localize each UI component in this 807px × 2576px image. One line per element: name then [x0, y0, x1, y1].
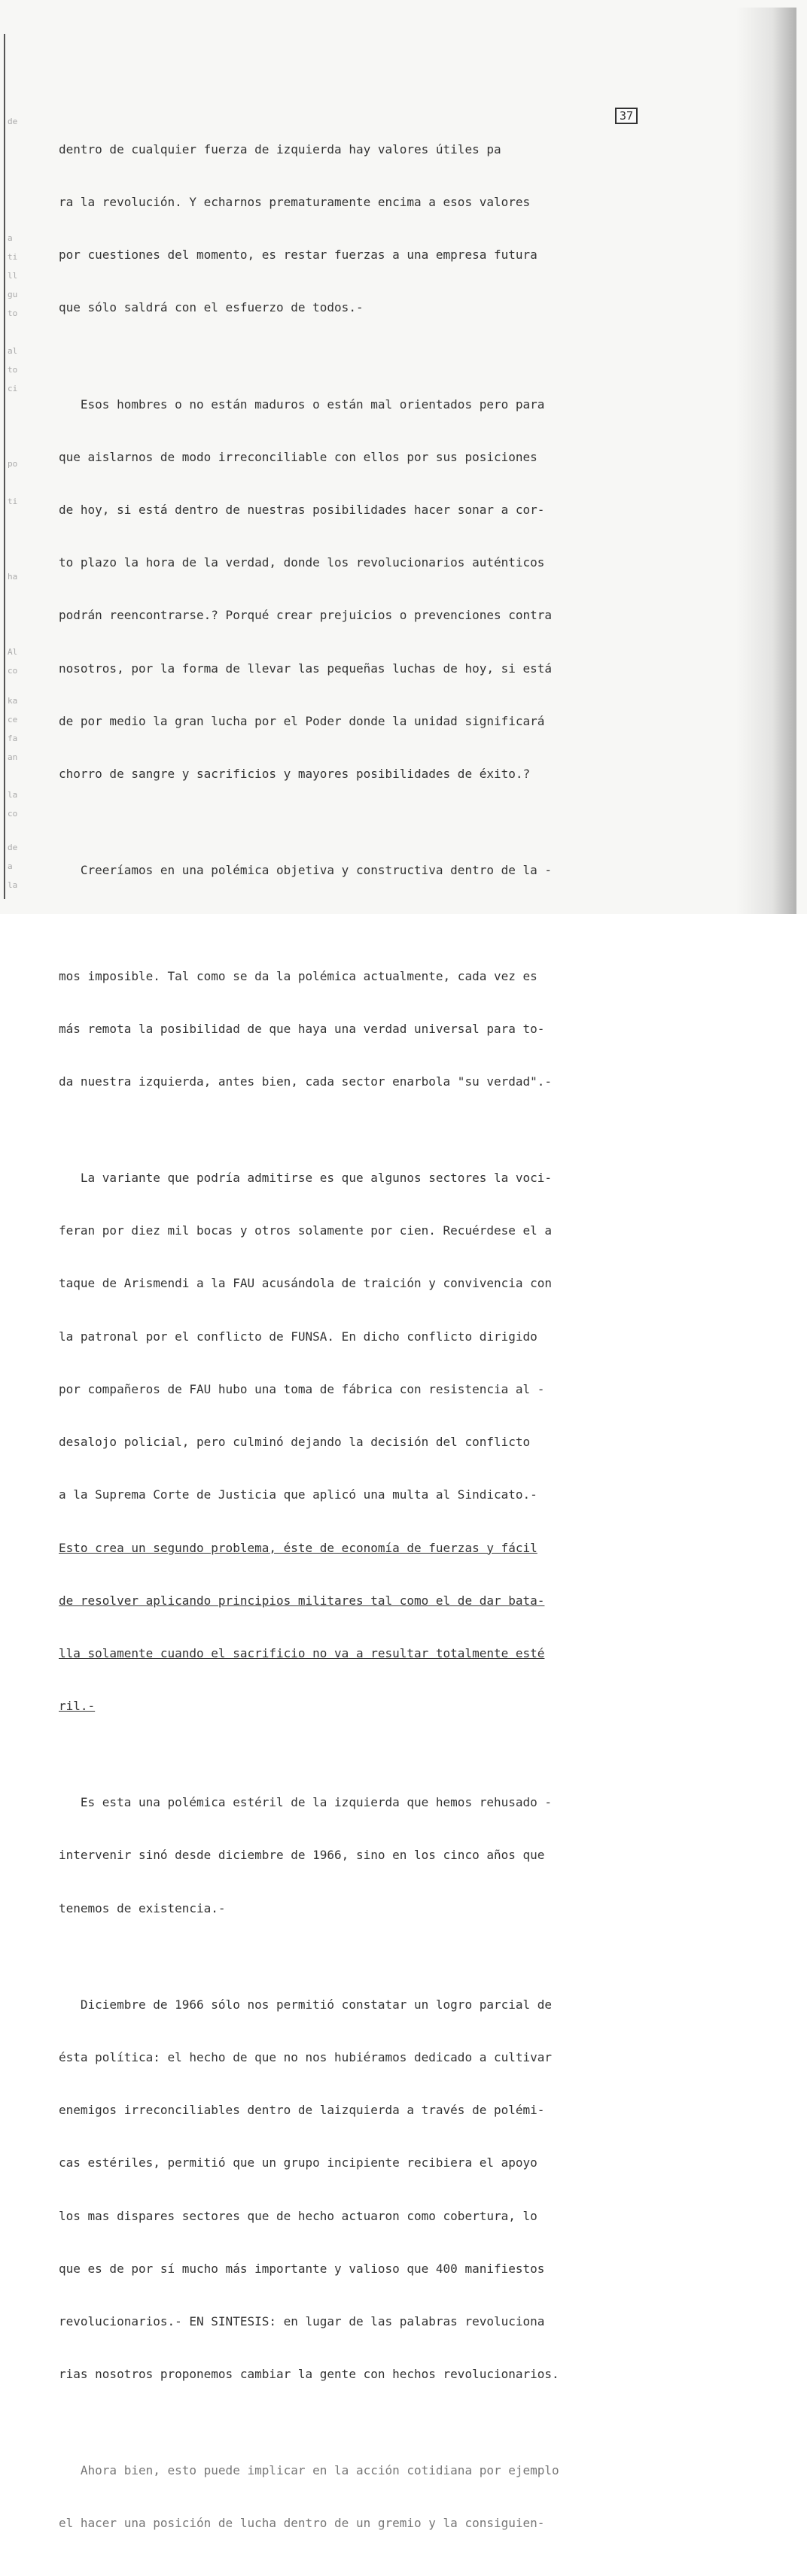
text-line: tenemos de existencia.-	[59, 1900, 226, 1915]
text-line: Ahora bien, esto puede implicar en la acción cotidiana por ejemplo	[59, 2463, 559, 2478]
text-line: que es de por sí mucho más importante y valioso que 400 manifiestos	[59, 2261, 545, 2276]
paragraph	[59, 1134, 684, 1750]
margin-fragment: po	[8, 459, 18, 469]
text-line: dentro de cualquier fuerza de izquierda hay valores útiles pa	[59, 141, 501, 156]
text-line: feran por diez mil bocas y otros solamente por cien. Recuérdese el a	[59, 1223, 553, 1238]
text-line: da nuestra izquierda, antes bien, cada sector enarbola "su verdad".-	[59, 1074, 553, 1089]
text-line: rias nosotros proponemos cambiar la gente con hechos revolucionarios.	[59, 2367, 559, 2382]
margin-fragment: ka	[8, 696, 18, 706]
text-line: ésta política: el hecho de que no nos hubiéramos dedicado a cultivar	[59, 2049, 553, 2064]
page-number-stamp: 37	[615, 108, 638, 124]
text-line: que aislarnos de modo irreconciliable con ellos por sus posiciones	[59, 449, 537, 464]
text-line: que sólo saldrá con el esfuerzo de todos.-	[59, 300, 364, 315]
margin-fragment: ti	[8, 497, 18, 506]
margin-fragment: a	[8, 233, 13, 243]
text-line: por cuestiones del momento, es restar fuerzas a una empresa futura	[59, 248, 537, 263]
margin-fragment: ce	[8, 715, 18, 724]
margin-fragment: to	[8, 308, 18, 318]
text-line: la patronal por el conflicto de FUNSA. En dicho conflicto dirigido	[59, 1329, 537, 1344]
text-line: revolucionarios.- EN SINTESIS: en lugar de las palabras revoluciona	[59, 2313, 545, 2328]
margin-fragment: de	[8, 117, 18, 126]
margin-fragment: an	[8, 752, 18, 762]
text-line: a la Suprema Corte de Justicia que aplicó una multa al Sindicato.-	[59, 1487, 537, 1502]
text-line: los mas dispares sectores que de hecho actuaron como cobertura, lo	[59, 2208, 537, 2223]
text-line: el hacer una posición de lucha dentro de un gremio y la consiguien-	[59, 2516, 545, 2531]
text-line: taque de Arismendi a la FAU acusándola de traición y convivencia con	[59, 1276, 553, 1291]
text-line: Esos hombres o no están maduros o están mal orientados pero para	[59, 396, 545, 412]
text-line: de hoy, si está dentro de nuestras posibilidades hacer sonar a cor-	[59, 502, 545, 517]
text-line: chorro de sangre y sacrificios y mayores posibilidades de éxito.?	[59, 767, 531, 782]
underlined-text-line: lla solamente cuando el sacrificio no va a resultar totalmente esté	[59, 1645, 545, 1660]
page-edge-shadow	[736, 8, 796, 914]
margin-fragment: al	[8, 346, 18, 356]
paragraph	[59, 2426, 684, 2567]
margin-fragment: co	[8, 809, 18, 819]
margin-fragment: la	[8, 880, 18, 890]
text-line: nosotros, por la forma de llevar las pequeñas luchas de hoy, si está	[59, 661, 553, 676]
paragraph	[59, 360, 684, 819]
underlined-text-line: ril.-	[59, 1699, 96, 1714]
margin-fragment: la	[8, 790, 18, 800]
text-line: ra la revolución. Y echarnos prematuramente encima a esos valores	[59, 195, 531, 210]
text-line: de por medio la gran lucha por el Poder donde la unidad significará	[59, 713, 545, 728]
text-line: por compañeros de FAU hubo una toma de fábrica con resistencia al -	[59, 1381, 545, 1396]
paragraph	[59, 826, 684, 1125]
paragraph	[59, 1961, 684, 2419]
margin-fragment: de	[8, 843, 18, 852]
margin-fragment: ha	[8, 572, 18, 582]
text-line: cas estériles, permitió que un grupo incipiente recibiera el apoyo	[59, 2155, 537, 2170]
text-line: La variante que podría admitirse es que algunos sectores la voci-	[59, 1170, 553, 1185]
margin-fragment: ci	[8, 384, 18, 393]
margin-fragment: fa	[8, 734, 18, 743]
text-line: to plazo la hora de la verdad, donde los revolucionarios auténticos	[59, 555, 545, 570]
text-line: intervenir sinó desde diciembre de 1966, sino en los cinco años que	[59, 1848, 545, 1863]
paragraph	[59, 105, 684, 352]
text-line: Diciembre de 1966 sólo nos permitió constatar un logro parcial de	[59, 1997, 553, 2012]
margin-fragment: to	[8, 365, 18, 375]
text-line: desalojo policial, pero culminó dejando la decisión del conflicto	[59, 1435, 531, 1450]
text-line: Creeríamos en una polémica objetiva y constructiva dentro de la -	[59, 863, 553, 878]
margin-fragment: Al	[8, 647, 18, 657]
margin-fragment: a	[8, 861, 13, 871]
margin-fragment: gu	[8, 290, 18, 299]
margin-fragment: co	[8, 666, 18, 676]
underlined-text-line: de resolver aplicando principios militares tal como el de dar bata-	[59, 1593, 545, 1608]
underlined-text-line: Esto crea un segundo problema, éste de economía de fuerzas y fácil	[59, 1540, 537, 1555]
binding-edge	[4, 34, 5, 899]
margin-fragment: ll	[8, 271, 18, 281]
text-line: podrán reencontrarse.? Porqué crear prejuicios o prevenciones contra	[59, 608, 553, 623]
text-line: mos imposible. Tal como se da la polémica actualmente, cada vez es	[59, 968, 537, 983]
margin-fragment: ti	[8, 252, 18, 262]
typed-text-body	[59, 105, 684, 2576]
paragraph	[59, 1758, 684, 1952]
margin-bleed-through	[8, 105, 53, 903]
text-line: más remota la posibilidad de que haya una verdad universal para to-	[59, 1021, 545, 1036]
text-line: Es esta una polémica estéril de la izquierda que hemos rehusado -	[59, 1795, 553, 1810]
text-line: enemigos irreconciliables dentro de laizquierda a través de polémi-	[59, 2103, 545, 2118]
page-bottom-margin	[0, 914, 807, 961]
